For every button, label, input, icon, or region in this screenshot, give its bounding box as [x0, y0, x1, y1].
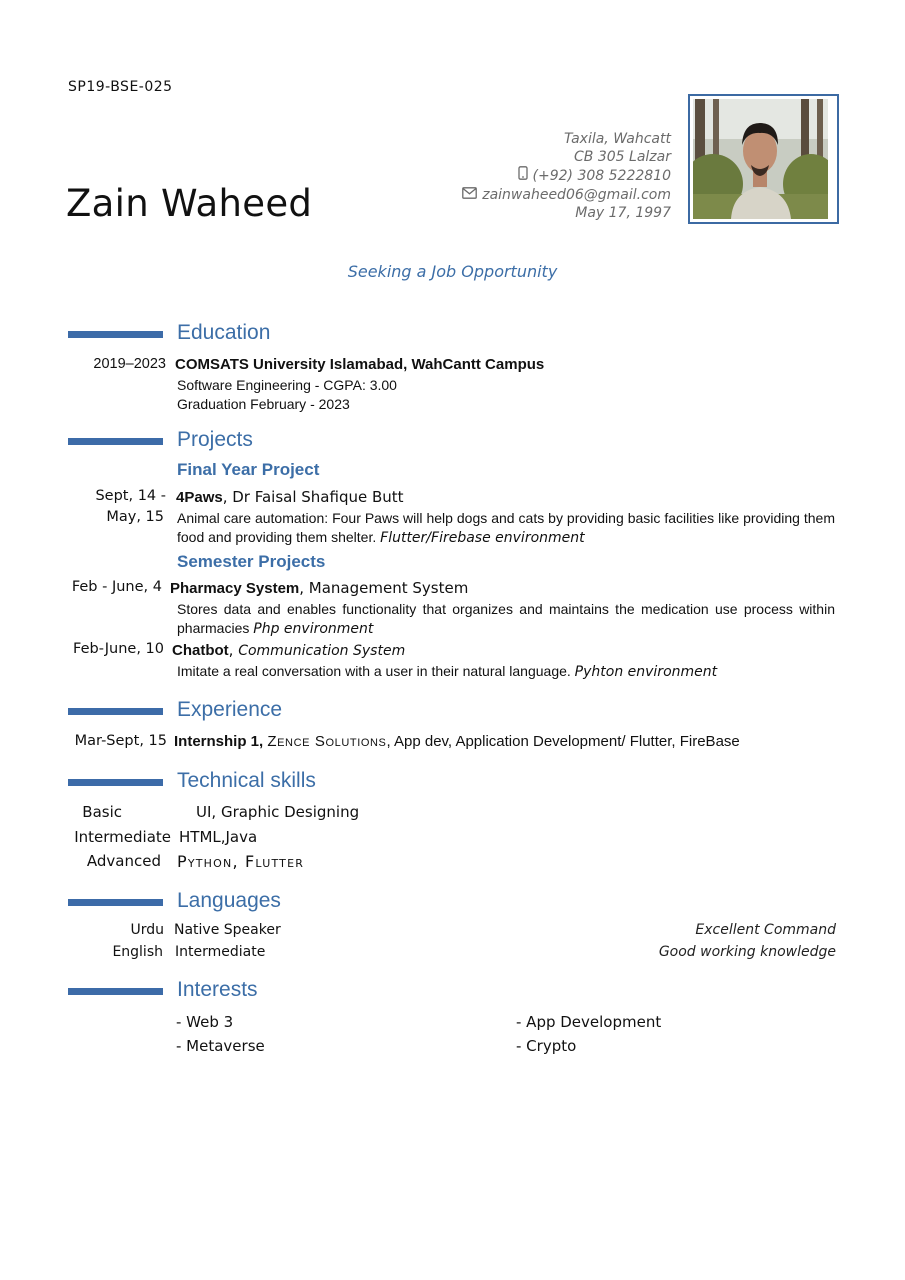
contact-block	[462, 130, 671, 222]
language-english-level: Intermediate	[175, 944, 266, 960]
experience-entry	[174, 733, 740, 750]
profile-photo	[688, 94, 839, 224]
pharmacy-subtitle: , Management System	[299, 579, 469, 597]
experience-company: Zence Solutions	[267, 733, 387, 750]
tagline: Seeking a Job Opportunity	[347, 262, 558, 281]
experience-dates: Mar-Sept, 15	[74, 733, 167, 749]
semester-projects-heading: Semester Projects	[177, 552, 326, 571]
skill-level-basic: Basic	[82, 803, 122, 821]
phone-number: (+92) 308 5222810	[532, 167, 671, 184]
fyp-description	[177, 509, 835, 548]
languages-section-bar	[68, 899, 163, 906]
education-institution: COMSATS University Islamabad, WahCantt Campus	[175, 356, 545, 373]
interest-item: - App Development	[516, 1013, 662, 1031]
fyp-date-start: Sept, 14 -	[95, 488, 166, 504]
person-name: Zain Waheed	[66, 182, 313, 225]
interest-item: - Metaverse	[176, 1037, 265, 1055]
registration-number: SP19-BSE-025	[68, 79, 173, 95]
skills-section-bar	[68, 779, 163, 786]
email-address: zainwaheed06@gmail.com	[482, 186, 671, 203]
fyp-supervisor: , Dr Faisal Shafique Butt	[222, 488, 404, 506]
fyp-name: 4Paws	[176, 489, 223, 506]
education-degree: Software Engineering - CGPA: 3.00	[177, 377, 397, 393]
chatbot-subtitle: Communication System	[238, 643, 406, 659]
interest-item: - Web 3	[176, 1013, 234, 1031]
language-english: English	[112, 944, 163, 960]
chatbot-description-text: Imitate a real conversation with a user in their natural language.	[177, 663, 571, 679]
date-of-birth: May 17, 1997	[575, 204, 671, 221]
experience-role: Internship 1,	[174, 733, 264, 750]
interests-section-title: Interests	[177, 978, 258, 1001]
skills-section-title: Technical skills	[177, 769, 316, 792]
chatbot-sep: ,	[228, 641, 239, 659]
experience-section-title: Experience	[177, 698, 283, 721]
skill-level-advanced: Advanced	[86, 852, 161, 870]
fyp-date-end: May, 15	[106, 509, 164, 525]
fyp-description-text: Animal care automation: Four Paws will help dogs and cats by providing basic facilities like providing them food and providing them shelter.	[177, 510, 835, 545]
chatbot-dates: Feb-June, 10	[73, 641, 164, 657]
address-line-2: CB 305 Lalzar	[574, 149, 671, 166]
pharmacy-description	[177, 600, 835, 639]
projects-section-bar	[68, 438, 163, 445]
fyp-title	[176, 488, 404, 506]
chatbot-title	[172, 641, 405, 659]
skill-level-intermediate: Intermediate	[74, 828, 171, 846]
pharmacy-title	[170, 579, 468, 597]
envelope-icon	[462, 186, 477, 204]
chatbot-name: Chatbot	[172, 642, 229, 659]
language-english-note: Good working knowledge	[658, 944, 836, 960]
languages-section-title: Languages	[177, 889, 281, 912]
education-dates: 2019–2023	[93, 356, 166, 372]
fyp-environment: Flutter/Firebase environment	[380, 530, 585, 546]
education-section-bar	[68, 331, 163, 338]
experience-section-bar	[68, 708, 163, 715]
pharmacy-environment: Php environment	[253, 621, 374, 637]
address-line-1: Taxila, Wahcatt	[564, 131, 671, 147]
language-urdu-level: Native Speaker	[174, 922, 281, 938]
projects-section-title: Projects	[177, 428, 253, 451]
language-urdu-note: Excellent Command	[695, 922, 836, 938]
mobile-phone-icon	[518, 166, 528, 185]
pharmacy-name: Pharmacy System	[170, 580, 300, 597]
pharmacy-description-text: Stores data and enables functionality that organizes and maintains the medication use process within pharmacies	[177, 601, 835, 636]
chatbot-description	[177, 662, 835, 682]
language-urdu: Urdu	[130, 922, 164, 938]
skill-items-advanced: Python, Flutter	[177, 852, 305, 871]
skill-items-basic: UI, Graphic Designing	[196, 803, 360, 821]
education-graduation: Graduation February - 2023	[177, 396, 350, 412]
pharmacy-dates: Feb - June, 4	[71, 579, 162, 595]
final-year-project-heading: Final Year Project	[177, 460, 320, 479]
interest-item: - Crypto	[516, 1037, 577, 1055]
skill-items-intermediate: HTML,Java	[179, 828, 258, 846]
education-section-title: Education	[177, 321, 271, 344]
experience-details: , App dev, Application Development/ Flutter, FireBase	[386, 733, 740, 750]
chatbot-environment: Pyhton environment	[574, 664, 718, 680]
interests-section-bar	[68, 988, 163, 995]
